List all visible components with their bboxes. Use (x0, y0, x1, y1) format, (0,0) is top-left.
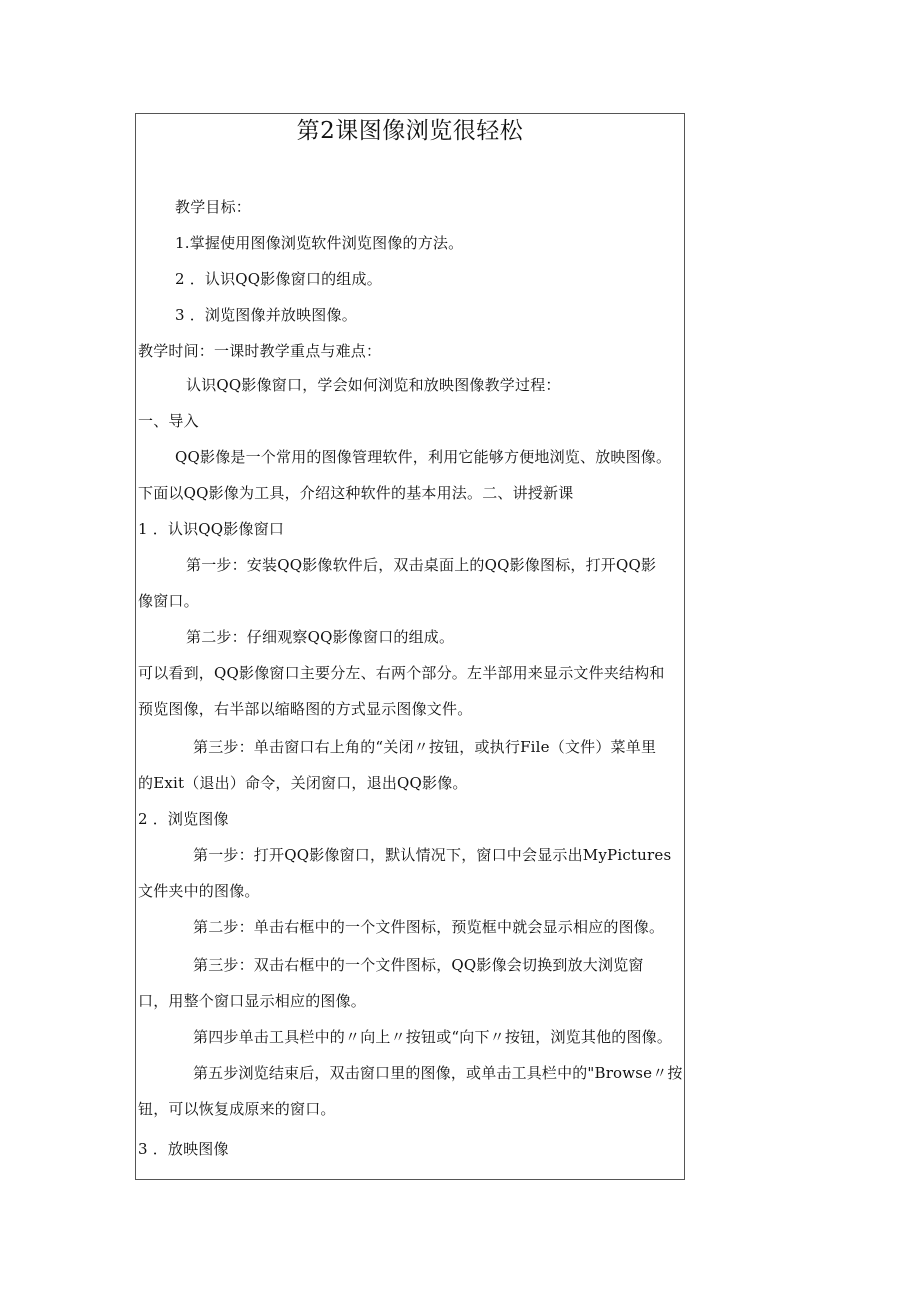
text-line: 口，用整个窗口显示相应的图像。 (138, 992, 367, 1010)
text-line: 第二步：仔细观察QQ影像窗口的组成。 (186, 628, 455, 646)
text-line: 第二步：单击右框中的一个文件图标，预览框中就会显示相应的图像。 (193, 918, 665, 936)
section-heading: 一、导入 (138, 412, 199, 430)
text-line: 预览图像，右半部以缩略图的方式显示图像文件。 (138, 700, 473, 718)
text-line: 第三步：单击窗口右上角的“关闭〃按钮，或执行File（文件）菜单里 (193, 738, 657, 756)
text-line: 2 ．认识QQ影像窗口的组成。 (175, 270, 382, 288)
text-line: 认识QQ影像窗口，学会如何浏览和放映图像教学过程： (186, 376, 561, 394)
page-title: 第2课图像浏览很轻松 (296, 118, 524, 144)
text-line: 下面以QQ影像为工具，介绍这种软件的基本用法。二、讲授新课 (138, 484, 574, 502)
text-line: 教学时间：一课时教学重点与难点： (138, 342, 382, 360)
text-line: 1.掌握使用图像浏览软件浏览图像的方法。 (175, 234, 464, 252)
text-line: QQ影像是一个常用的图像管理软件，利用它能够方便地浏览、放映图像。 (175, 448, 672, 466)
text-line: 的Exit（退出）命令，关闭窗口，退出QQ影像。 (138, 774, 468, 792)
section-heading: 3 ．放映图像 (138, 1140, 229, 1158)
section-heading: 1 ．认识QQ影像窗口 (138, 520, 285, 538)
text-line: 第五步浏览结束后，双击窗口里的图像，或单击工具栏中的"Browse〃按 (193, 1064, 683, 1082)
text-line: 像窗口。 (138, 592, 199, 610)
text-line: 钮，可以恢复成原来的窗口。 (138, 1100, 336, 1118)
text-line: 可以看到，QQ影像窗口主要分左、右两个部分。左半部用来显示文件夹结构和 (138, 664, 665, 682)
text-line: 第一步：安装QQ影像软件后，双击桌面上的QQ影像图标，打开QQ影 (186, 556, 657, 574)
text-line: 第四步单击工具栏中的〃向上〃按钮或“向下〃按钮，浏览其他的图像。 (193, 1028, 673, 1046)
section-heading: 2 ．浏览图像 (138, 810, 229, 828)
text-line: 第一步：打开QQ影像窗口，默认情况下，窗口中会显示出MyPictures (193, 846, 672, 864)
text-line: 教学目标： (175, 198, 252, 216)
text-line: 文件夹中的图像。 (138, 882, 260, 900)
text-line: 第三步：双击右框中的一个文件图标，QQ影像会切换到放大浏览窗 (193, 956, 644, 974)
text-line: 3 ．浏览图像并放映图像。 (175, 306, 357, 324)
